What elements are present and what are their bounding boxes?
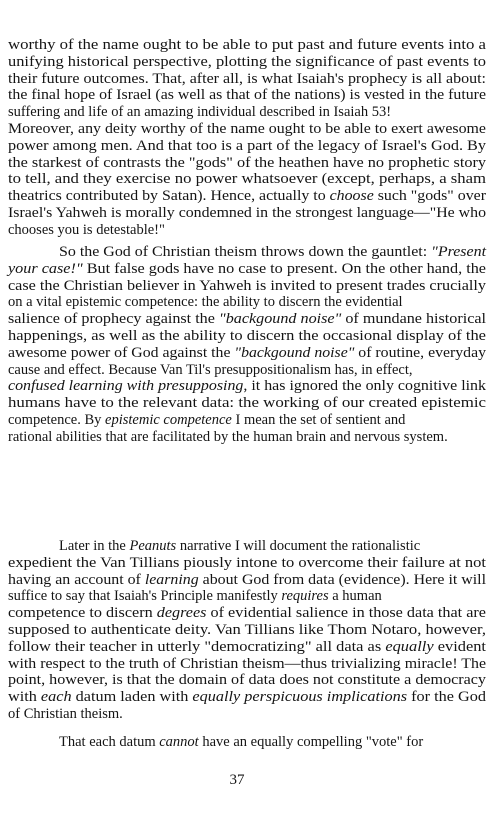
text-segment: happenings, as well as the ability to discern the occasional display of the — [8, 328, 486, 344]
text-line — [8, 672, 486, 688]
italic-text: degrees — [156, 605, 207, 622]
text-line — [8, 555, 486, 571]
text-line — [8, 104, 391, 120]
italic-text: your case!" — [8, 260, 83, 277]
text-line — [8, 622, 486, 638]
text-segment: have an equally compelling "vote" for — [198, 734, 424, 750]
text-segment: such "gods" over — [373, 188, 487, 205]
text-line — [8, 412, 405, 428]
text-segment: having an account of — [8, 571, 145, 588]
text-line — [8, 87, 486, 103]
text-line — [8, 54, 486, 70]
text-line — [8, 395, 486, 411]
text-line — [8, 345, 486, 361]
text-segment: Later in the — [59, 538, 130, 554]
text-segment: That each datum — [59, 734, 160, 750]
text-segment: of routine, everyday — [354, 344, 486, 361]
text-segment: their future outcomes. That, after all, is what Isaiah's prophecy is all about: — [8, 70, 486, 87]
text-segment: case the Christian believer in Yahweh is invited to present trades crucially — [8, 277, 486, 294]
text-line — [8, 121, 486, 137]
italic-text: Peanuts — [129, 538, 177, 554]
text-segment: chooses you is detestable!" — [8, 221, 165, 238]
text-segment: rational abilities that are facilitated by the human brain and nervous system. — [8, 428, 448, 445]
text-segment: of mundane historical — [341, 311, 486, 328]
text-line — [8, 71, 486, 87]
italic-text: equally perspicuous implications — [192, 689, 408, 706]
text-line — [8, 311, 486, 327]
text-line — [8, 656, 486, 672]
text-segment: Israel's Yahweh is morally condemned in the strongest language—"He who — [8, 205, 486, 221]
text-line — [8, 328, 486, 344]
text-segment: for the God — [407, 689, 486, 706]
text-line — [59, 244, 486, 260]
text-segment: with respect to the truth of Christian theism—thus trivializing miracle! The — [8, 655, 487, 672]
italic-text: each — [40, 689, 72, 706]
text-line — [8, 37, 486, 53]
text-segment: competence. By — [8, 412, 106, 428]
text-line — [8, 155, 486, 171]
text-segment: humans have to the relevant data: the working of our created epistemic — [8, 395, 486, 412]
text-line — [8, 188, 486, 204]
page-number: 37 — [229, 772, 245, 788]
text-segment: to tell, and they exercise no power whatsoever (except, perhaps, a sham — [8, 171, 486, 188]
italic-text: "Present — [431, 244, 487, 260]
italic-text: learning — [144, 571, 199, 588]
text-segment: datum laden with — [71, 689, 193, 706]
text-segment: theatrics contributed by Satan). Hence, actually to — [8, 188, 330, 205]
text-segment: worthy of the name ought to be able to put past and future events into a — [8, 37, 487, 53]
text-segment: the starkest of contrasts the "gods" of the heathen have no prophetic story — [8, 154, 486, 171]
text-segment: on a vital epistemic competence: the ability to discern the evidential — [8, 294, 403, 311]
text-line — [8, 171, 486, 187]
text-line — [8, 278, 486, 294]
italic-text: confused learning with presupposing — [8, 378, 244, 395]
text-line — [8, 261, 486, 277]
text-segment: awesome power of God against the — [8, 344, 235, 361]
text-segment: power among men. And that too is a part of the legacy of Israel's God. By — [8, 137, 487, 154]
text-segment: expedient the Van Tillians piously intone to overcome their failure at not — [8, 554, 486, 571]
text-segment: about God from data (evidence). Here it will — [198, 571, 486, 588]
text-line — [8, 294, 403, 310]
italic-text: "backgound noise" — [218, 311, 342, 328]
text-segment: Moreover, any deity worthy of the name ought to be able to exert awesome — [8, 121, 486, 137]
text-segment: competence to discern — [8, 605, 157, 622]
italic-text: cannot — [159, 734, 199, 750]
text-segment: suffering and life of an amazing individual described in Isaiah 53! — [8, 104, 392, 121]
text-segment: suffice to say that Isaiah's Principle manifestly — [8, 588, 282, 605]
italic-text: equally — [385, 638, 434, 655]
text-line — [59, 734, 423, 750]
text-segment: unifying historical perspective, plotting the significance of past events to — [8, 53, 486, 70]
text-line — [59, 538, 420, 554]
text-line — [8, 605, 486, 621]
text-segment: the final hope of Israel (as well as that of the nations) is vested in the future — [8, 87, 486, 104]
text-segment: follow their teacher in utterly "democratizing" all data as — [8, 638, 386, 655]
text-segment: supposed to authenticate deity. Van Tillians like Thom Notaro, however, — [8, 622, 486, 638]
text-segment: point, however, is that the domain of data does not constitute a democracy — [8, 672, 487, 689]
text-segment: with — [8, 689, 41, 706]
text-segment: of Christian theism. — [8, 706, 123, 722]
italic-text: epistemic competence — [105, 412, 232, 428]
text-segment: I mean the set of sentient and — [231, 412, 406, 428]
italic-text: "backgound noise" — [234, 344, 355, 361]
text-segment: salience of prophecy against the — [8, 311, 219, 328]
text-line — [8, 639, 486, 655]
text-segment: , it has ignored the only cognitive link — [243, 378, 486, 395]
text-line — [8, 706, 123, 722]
text-segment: a human — [328, 588, 382, 605]
text-line — [8, 572, 486, 588]
italic-text: requires — [281, 588, 329, 605]
text-line — [8, 378, 486, 394]
text-segment: evident — [433, 638, 487, 655]
text-segment: cause and effect. Because Van Til's presuppositionalism has, in effect, — [8, 361, 413, 378]
text-line — [8, 138, 486, 154]
text-line — [8, 205, 486, 221]
text-line — [8, 689, 486, 705]
text-segment: of evidential salience in those data that are — [206, 605, 487, 622]
text-line — [8, 429, 448, 445]
text-line — [8, 588, 382, 604]
text-line — [8, 362, 413, 378]
text-segment: But false gods have no case to present. On the other hand, the — [82, 260, 486, 277]
text-segment: So the God of Christian theism throws down the gauntlet: — [59, 244, 432, 260]
italic-text: choose — [329, 188, 374, 205]
text-line — [8, 222, 165, 238]
text-segment: narrative I will document the rationalistic — [176, 538, 421, 554]
